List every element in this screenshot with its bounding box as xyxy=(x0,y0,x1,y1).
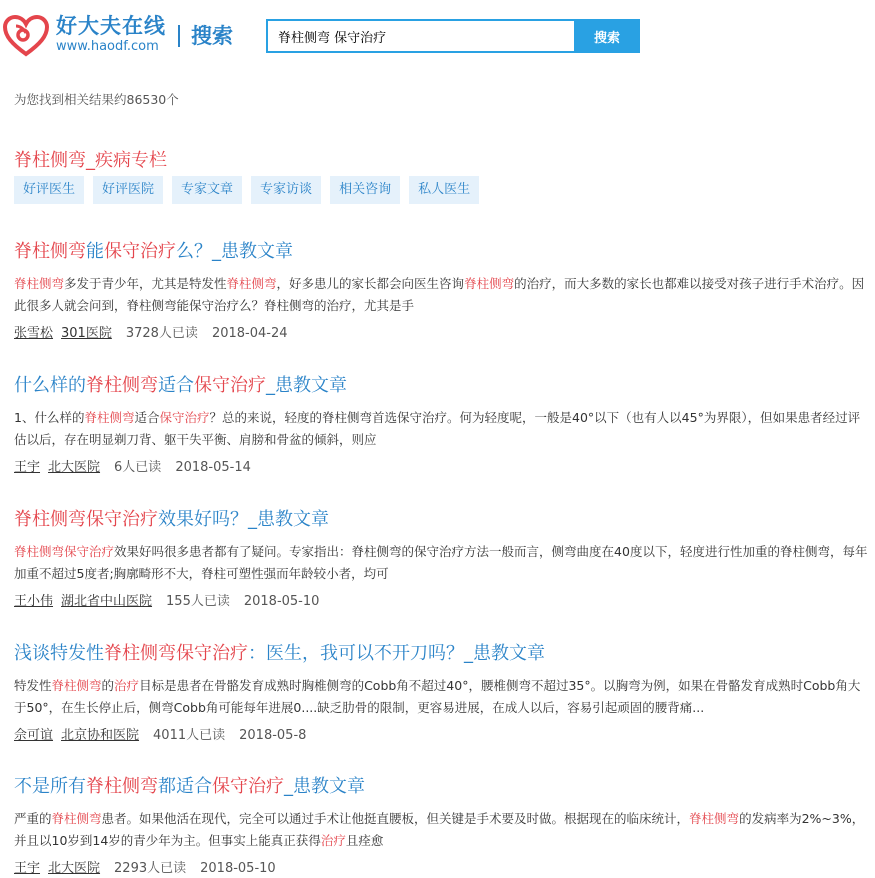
doctor-link[interactable]: 张雪松 xyxy=(14,326,54,341)
tag-expert-interviews[interactable]: 专家访谈 xyxy=(251,176,321,204)
tag-related-consults[interactable]: 相关咨询 xyxy=(330,176,400,204)
result-snippet xyxy=(14,407,872,451)
highlighted-keyword: 保守治疗 xyxy=(194,375,266,396)
search-result xyxy=(14,240,872,343)
search-result xyxy=(14,508,872,611)
highlighted-keyword: 保守治疗 xyxy=(86,509,158,530)
text-segment: 浅谈特发性 xyxy=(14,643,104,664)
brand-url[interactable]: www.haodf.com xyxy=(56,39,159,54)
highlighted-keyword: 脊柱侧弯 xyxy=(84,410,135,425)
highlighted-keyword: 脊柱侧弯 xyxy=(464,276,515,291)
result-meta xyxy=(14,860,872,878)
text-segment: 多发于青少年，尤其是特发性 xyxy=(64,276,227,291)
publish-date: 2018-05-14 xyxy=(175,460,251,475)
highlighted-keyword: 治疗 xyxy=(320,833,346,848)
highlighted-keyword: 脊柱侧弯 xyxy=(14,241,86,262)
text-segment: ？总的来说，轻度的脊柱侧弯首选保守治疗。何为轻度呢，一般是40°以下（也有人以45°为界限），但如果患者经过评估以后，存在明显剃刀背、躯干失平衡、肩膀和骨盆的倾斜，则应 xyxy=(14,410,861,447)
search-input[interactable] xyxy=(266,19,578,53)
highlighted-keyword: 保守治疗 xyxy=(104,241,176,262)
result-title-link[interactable] xyxy=(14,642,872,666)
header-divider xyxy=(178,25,180,47)
text-segment: _患教文章 xyxy=(266,375,347,396)
text-segment: 适合 xyxy=(134,410,160,425)
result-snippet xyxy=(14,541,872,585)
text-segment: 的 xyxy=(101,678,115,693)
tag-good-doctors[interactable]: 好评医生 xyxy=(14,176,84,204)
text-segment: _患教文章 xyxy=(284,776,365,797)
tag-good-hospitals[interactable]: 好评医院 xyxy=(93,176,163,204)
text-segment: 且痊愈 xyxy=(345,833,384,848)
read-count: 6人已读 xyxy=(114,460,162,475)
doctor-link[interactable]: 王小伟 xyxy=(14,594,54,609)
highlighted-keyword: 脊柱侧弯 xyxy=(104,643,176,664)
publish-date: 2018-04-24 xyxy=(211,326,288,341)
text-segment: 特发性 xyxy=(14,678,52,693)
search-button[interactable]: 搜索 xyxy=(574,19,640,53)
text-segment: 不是所有 xyxy=(14,776,86,797)
text-segment: 1、什么样的 xyxy=(14,410,85,425)
text-segment: 效果好吗？_患教文章 xyxy=(158,509,329,530)
doctor-link[interactable]: 王宇 xyxy=(14,460,41,475)
text-segment: 适合 xyxy=(158,375,194,396)
text-segment: 效果好吗很多患者都有了疑问。专家指出：脊柱侧弯的保守治疗方法一般而言，侧弯曲度在40度以下，轻度进行性加重的脊柱侧弯，每年加重不超过5度者;胸廓畸形不大，脊柱可塑性强而年龄较小者，均可 xyxy=(14,544,868,581)
text-segment: 的发病率为2%~3%，并且以10岁到14岁的青少年为主。但事实上能真正获得 xyxy=(14,811,865,848)
highlighted-keyword: 保守治疗 xyxy=(159,410,210,425)
hospital-link[interactable]: 北大医院 xyxy=(48,460,101,475)
search-result xyxy=(14,642,872,745)
result-meta xyxy=(14,593,872,611)
tag-private-doctor[interactable]: 私人医生 xyxy=(409,176,479,204)
result-snippet xyxy=(14,808,872,852)
highlighted-keyword: 脊柱侧弯 xyxy=(86,375,158,396)
read-count: 2293人已读 xyxy=(114,861,187,876)
heart-logo-icon[interactable] xyxy=(2,14,50,58)
highlighted-keyword: 脊柱侧弯 xyxy=(14,509,86,530)
result-meta xyxy=(14,727,872,745)
doctor-link[interactable]: 佘可谊 xyxy=(14,728,54,743)
text-segment: 能 xyxy=(86,241,104,262)
read-count: 4011人已读 xyxy=(153,728,226,743)
result-snippet xyxy=(14,273,872,317)
result-title-link[interactable] xyxy=(14,508,872,532)
hospital-link[interactable]: 湖北省中山医院 xyxy=(61,594,153,609)
read-count: 3728人已读 xyxy=(125,326,198,341)
read-count: 155人已读 xyxy=(166,594,230,609)
hospital-link[interactable]: 北京协和医院 xyxy=(61,728,140,743)
result-meta xyxy=(14,325,872,343)
topic-title[interactable]: 脊柱侧弯_疾病专栏 xyxy=(14,150,167,171)
text-segment: ：医生，我可以不开刀吗？_患教文章 xyxy=(248,643,545,664)
highlighted-keyword: 保守治疗 xyxy=(176,643,248,664)
highlighted-keyword: 保守治疗 xyxy=(212,776,284,797)
highlighted-keyword: 脊柱侧弯 xyxy=(51,811,102,826)
search-result xyxy=(14,775,872,878)
header xyxy=(0,0,875,70)
doctor-link[interactable]: 王宇 xyxy=(14,861,41,876)
highlighted-keyword: 脊柱侧弯 xyxy=(14,276,65,291)
text-segment: 都适合 xyxy=(158,776,212,797)
result-meta xyxy=(14,459,872,477)
result-title-link[interactable] xyxy=(14,374,872,398)
text-segment: 患者。如果他活在现代，完全可以通过手术让他挺直腰板，但关键是手术要及时做。根据现在的临床统计， xyxy=(101,811,690,826)
topic-tags xyxy=(14,176,488,204)
result-count: 为您找到相关结果约86530个 xyxy=(14,92,179,107)
result-snippet xyxy=(14,675,872,719)
text-segment: 么？_患教文章 xyxy=(176,241,293,262)
tag-expert-articles[interactable]: 专家文章 xyxy=(172,176,242,204)
highlighted-keyword: 脊柱侧弯 xyxy=(689,811,740,826)
highlighted-keyword: 保守治疗 xyxy=(64,544,115,559)
text-segment: 目标是患者在骨骼发育成熟时胸椎侧弯的Cobb角不超过40°，腰椎侧弯不超过35°。以胸弯为例，如果在骨骼发育成熟时Cobb角大于50°，在生长停止后，侧弯Cobb角可能每年进展0....缺乏肋骨的限制，更容易进展，在成人以后，容易引起顽固的腰背痛... xyxy=(14,678,861,715)
hospital-link[interactable]: 301医院 xyxy=(61,326,112,341)
text-segment: 严重的 xyxy=(14,811,52,826)
result-title-link[interactable] xyxy=(14,775,872,799)
page-title: 搜索 xyxy=(191,24,233,48)
publish-date: 2018-05-10 xyxy=(243,594,320,609)
highlighted-keyword: 脊柱侧弯 xyxy=(51,678,102,693)
result-title-link[interactable] xyxy=(14,240,872,264)
highlighted-keyword: 治疗 xyxy=(114,678,140,693)
brand-name[interactable]: 好大夫在线 xyxy=(56,14,166,38)
highlighted-keyword: 脊柱侧弯 xyxy=(226,276,277,291)
highlighted-keyword: 脊柱侧弯 xyxy=(14,544,65,559)
highlighted-keyword: 脊柱侧弯 xyxy=(86,776,158,797)
text-segment: 的治疗，而大多数的家长也都难以接受对孩子进行手术治疗。因此很多人就会问到，脊柱侧弯能保守治疗么？脊柱侧弯的治疗，尤其是手 xyxy=(14,276,865,313)
text-segment: 什么样的 xyxy=(14,375,86,396)
hospital-link[interactable]: 北大医院 xyxy=(48,861,101,876)
publish-date: 2018-05-10 xyxy=(200,861,276,876)
search-result xyxy=(14,374,872,477)
publish-date: 2018-05-8 xyxy=(239,728,307,743)
text-segment: ，好多患儿的家长都会向医生咨询 xyxy=(276,276,465,291)
